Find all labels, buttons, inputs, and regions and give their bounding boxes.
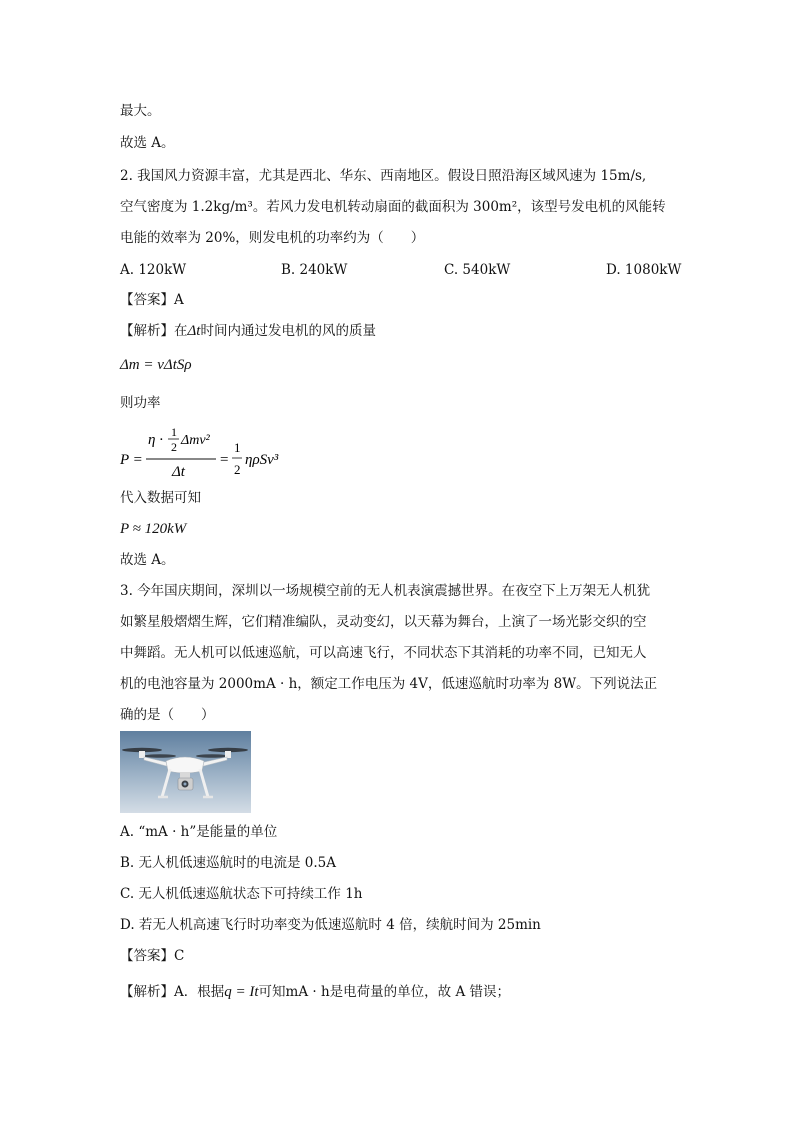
power-intro: 则功率 [120, 395, 161, 411]
analysis-text: 在 [174, 323, 188, 339]
mass-formula: Δm = vΔtSρ [120, 357, 192, 373]
answer-label: 【答案】 [120, 948, 174, 964]
q3-option-b: B. 无人机低速巡航时的电流是 0.5A [120, 855, 337, 871]
power-result: P ≈ 120kW [120, 521, 187, 537]
delta-t-math: Δt [187, 323, 201, 339]
q3-option-a: A. “mA · h”是能量的单位 [120, 824, 278, 840]
formula-eta: η · [148, 432, 163, 448]
analysis-text-2: 时间内通过发电机的风的质量 [200, 323, 376, 339]
q3-option-c: C. 无人机低速巡航状态下可持续工作 1h [120, 886, 363, 902]
q2-stem-line-1: 2. 我国风力资源丰富，尤其是西北、华东、西南地区。假设日照沿海区域风速为 15m/s, [120, 168, 647, 184]
q2-option-b: B. 240kW [281, 262, 348, 278]
q2-option-d: D. 1080kW [606, 262, 682, 278]
q3-stem-line-4: 机的电池容量为 2000mA · h，额定工作电压为 4V，低速巡航时功率为 8W。下列说法正 [120, 676, 658, 692]
q2-answer [120, 291, 184, 309]
analysis-label: 【解析】 [120, 323, 174, 339]
formula-half-den: 2 [171, 440, 177, 454]
q2-stem-line-3: 电能的效率为 20%，则发电机的功率约为（ ） [120, 230, 425, 246]
q3-analysis [120, 983, 510, 1001]
q3-answer [120, 947, 184, 965]
prev-conclusion: 故选 A。 [120, 135, 175, 151]
prev-line: 最大。 [120, 103, 161, 119]
formula-eq2: = [220, 452, 229, 468]
power-formula [120, 424, 340, 486]
q3-stem-line-5: 确的是（ ） [120, 707, 215, 723]
formula-den: Δt [172, 464, 185, 480]
drone-photo [120, 731, 251, 813]
formula-half-num: 1 [171, 425, 177, 439]
analysis-label: 【解析】 [120, 984, 174, 1000]
analysis-text-2: 可知mA · h是电荷量的单位，故 A 错误； [258, 984, 510, 1000]
q2-stem-line-2: 空气密度为 1.2kg/m³。若风力发电机转动扇面的截面积为 300m²，该型号发电机的风能转 [120, 199, 666, 215]
formula-rhs-half-den: 2 [234, 462, 241, 477]
answer-value: C [174, 948, 185, 964]
q3-stem-line-3: 中舞蹈。无人机可以低速巡航，可以高速飞行，不同状态下其消耗的功率不同，已知无人 [120, 645, 647, 661]
q3-option-d: D. 若无人机高速飞行时功率变为低速巡航时 4 倍，续航时间为 25min [120, 917, 541, 933]
answer-label: 【答案】 [120, 292, 174, 308]
formula-num-rest: Δmv² [181, 433, 210, 448]
q2-analysis [120, 322, 376, 340]
q3-stem-line-1: 3. 今年国庆期间，深圳以一场规模空前的无人机表演震撼世界。在夜空下上万架无人机犹 [120, 583, 651, 599]
answer-value: A [174, 292, 184, 308]
formula-rhs-half-num: 1 [234, 440, 241, 455]
formula-lhs: P = [120, 452, 143, 468]
q2-conclusion: 故选 A。 [120, 552, 175, 568]
q3-stem-line-2: 如繁星般熠熠生辉，它们精准编队，灵动变幻，以天幕为舞台，上演了一场光影交织的空 [120, 614, 647, 630]
q2-option-c: C. 540kW [444, 262, 511, 278]
substitute-text: 代入数据可知 [120, 490, 201, 506]
formula-rhs-rest: ηρSv³ [245, 452, 279, 468]
analysis-text: A．根据 [174, 984, 225, 1000]
q2-option-a: A. 120kW [120, 262, 187, 278]
charge-formula-math: q = It [224, 984, 259, 1000]
